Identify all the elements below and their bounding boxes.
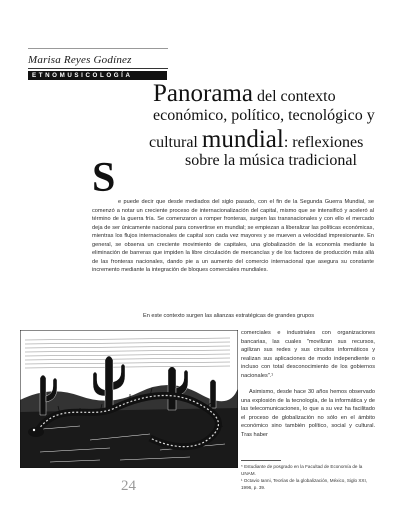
title-line-3: cultural mundial: reflexiones xyxy=(149,126,364,153)
title-line-4: sobre la música tradicional xyxy=(185,152,357,169)
footnotes xyxy=(241,464,375,493)
body-paragraph-2-lead: En este contexto surgen las alianzas estratégicas de grandes grupos xyxy=(143,313,315,319)
footnote-rule xyxy=(241,460,281,461)
header-rule xyxy=(28,68,168,69)
body-paragraph-3: Asimismo, desde hace 30 años hemos observado una explosión de la tecnología, de la informática y de las telecomunicaciones, lo que a su vez ha facilitado el proceso de globalización no sólo en el ámbito económico sino también político, social y cultural. Tras haber xyxy=(241,389,375,438)
author-name: Marisa Reyes Godínez xyxy=(28,54,132,66)
section-label: ETNOMUSICOLOGÍA xyxy=(28,71,167,80)
footnote-1: * Estudiante de posgrado en la Facultad de Economía de la UNAM. xyxy=(241,464,363,476)
title-line-2: económico, político, tecnológico y xyxy=(153,107,375,124)
footnote-2: ¹ Octavio Ianni, Teorías de la globalización, México, Siglo XXI, 1996, p. 39. xyxy=(241,478,368,491)
header-rule-top xyxy=(28,48,168,49)
woodcut-illustration xyxy=(20,330,238,468)
body-paragraph-2: comerciales e industriales con organizaciones bancarias, las cuales "movilizan sus recursos, agilizan sus redes y sus circuitos informáticos y realizan sus aplicaciones de modo independiente o incluso con total desconocimiento de los gobiernos nacionales".¹ xyxy=(241,330,375,379)
body-paragraph-1: e puede decir que desde mediados del siglo pasado, con el fin de la Segunda Guerra Mundial, se comenzó a notar un creciente proceso de internacionalización del capital, mismo que se intensificó y aceleró al término de la guerra fría. Se comenzaron a romper fronteras, surgen las transnacionales y con ello el mercado deja de ser únicamente nacional para convertirse en mundial; se empiezan a liberalizar las políticas económicas, mientras los flujos internacionales de capital son cada vez mayores y se mueven a velocidad impresionante. En general, se observa un creciente movimiento de capitales, una globalización de la economía mediante la eliminación de barreras que impiden la libre circulación de mercancías y de los factores de producción más allá de las fronteras nacionales, dando pie a un aumento del comercio internacional que asegura su constante incremento mediante la integración de bloques comerciales mundiales. xyxy=(92,199,374,274)
drop-cap: S xyxy=(92,155,116,201)
page-number: 24 xyxy=(121,478,136,494)
title-line-1: Panorama del contexto xyxy=(153,80,336,107)
